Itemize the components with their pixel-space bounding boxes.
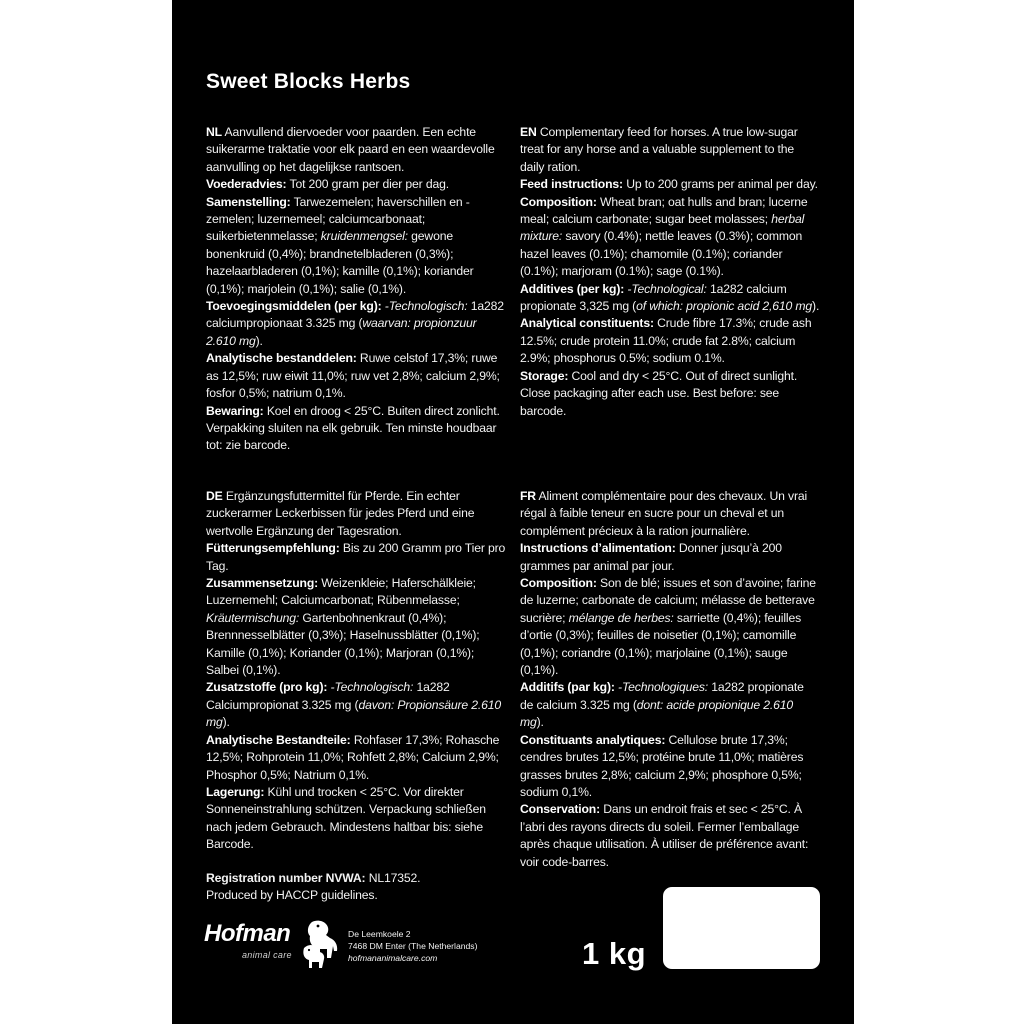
company-address xyxy=(348,928,477,964)
haccp-note: Produced by HACCP guidelines. xyxy=(206,888,378,903)
product-label xyxy=(172,0,854,1024)
fr-analytical: Constituants analytiques: Cellulose brute 17,3%; cendres brutes 12,5%; protéine brute 11,0%; matières grasses brutes 2,8%; calcium 2,9%; phosphore 0,5%; sodium 0,1%. xyxy=(520,732,804,799)
section-fr xyxy=(520,488,820,871)
de-composition: Zusammensetzung: Weizenkleie; Haferschälkleie; Luzernemehl; Calciumcarbonat; Rübenmelasse; Kräutermischung: Gartenbohnenkraut (0,4%); Brennnesselblätter (0,3%); Haselnussblätter (0,1%); Kamille (0,1%); Koriander (0,1%); Marjoran (0,1%); Salbei (0,1%). xyxy=(206,576,480,678)
de-storage: Lagerung: Kühl und trocken < 25°C. Vor direkter Sonneneinstrahlung schützen. Verpackung schließen nach jedem Gebrauch. Mindestens haltbar bis: siehe Barcode. xyxy=(206,784,486,852)
nl-composition: Samenstelling: Tarwezemelen; haverschillen en -zemelen; luzernemeel; calciumcarbonaat; suikerbietenmelasse; kruidenmengsel: gewone bonenkruid (0,4%); brandnetelbladeren (0,3%); hazelaarbladeren (0,1%); kamille (0,1%); koriander (0,1%); marjolein (0,1%); salie (0,1%). xyxy=(206,194,474,296)
en-analytical: Analytical constituents: Crude fibre 17.3%; crude ash 12.5%; crude protein 11.0%; crude fat 2.8%; calcium 2.9%; phosphorus 0.5%; sodium 0.1%. xyxy=(520,316,812,366)
de-analytical: Analytische Bestandteile: Rohfaser 17,3%; Rohasche 12,5%; Rohprotein 11,0%; Rohfett 2,8%; Calcium 2,9%; Phosphor 0,5%; Natrium 0,1%. xyxy=(206,732,500,782)
de-feeding: Fütterungsempfehlung: Bis zu 200 Gramm pro Tier pro Tag. xyxy=(206,541,506,573)
en-additives: Additives (per kg): -Technological: 1a282 calcium propionate 3,325 mg (of which: propionic acid 2,610 mg). xyxy=(520,281,820,314)
net-weight: 1 kg xyxy=(582,936,647,971)
fr-feeding: Instructions d’alimentation: Donner jusqu’à 200 grammes par animal par jour. xyxy=(520,541,782,573)
de-additives: Zusatzstoffe (pro kg): -Technologisch: 1a282 Calciumpropionat 3.325 mg (davon: Propionsäure 2.610 mg). xyxy=(206,680,502,730)
product-title: Sweet Blocks Herbs xyxy=(206,70,411,93)
brand-name: Hofman xyxy=(204,920,291,947)
de-intro: DE Ergänzungsfuttermittel für Pferde. Ein echter zuckerarmer Leckerbissen für jedes Pferd und eine wertvolle Ergänzung der Tagesration. xyxy=(206,489,475,538)
nl-storage: Bewaring: Koel en droog < 25°C. Buiten direct zonlicht. Verpakking sluiten na elk gebruik. Ten minste houdbaar tot: zie barcode. xyxy=(206,403,500,453)
animals-icon xyxy=(300,918,342,974)
section-de xyxy=(206,488,506,854)
en-composition: Composition: Wheat bran; oat hulls and bran; lucerne meal; calcium carbonate; sugar beet molasses; herbal mixture: savory (0.4%); nettle leaves (0.3%); common hazel leaves (0.1%); chamomile (0.1%); coriander (0.1%); marjoram (0.1%); sage (0.1%). xyxy=(520,194,808,279)
fr-composition: Composition: Son de blé; issues et son d’avoine; farine de luzerne; carbonate de calcium; mélasse de betterave sucrière; mélange de herbes: sarriette (0,4%); feuilles d’ortie (0,3%); feuilles de noisetier (0,1%); camomille (0,1%); coriandre (0,1%); marjolaine (0,1%); sauge (0,1%). xyxy=(520,576,816,678)
brand-tagline: animal care xyxy=(242,950,292,960)
en-intro: EN Complementary feed for horses. A true low-sugar treat for any horse and a valuable supplement to the daily ration. xyxy=(520,125,798,174)
fr-intro: FR Aliment complémentaire pour des chevaux. Un vrai régal à faible teneur en sucre pour un cheval et un complément précieux à la ration journalière. xyxy=(520,489,808,538)
nl-additives: Toevoegingsmiddelen (per kg): -Technologisch: 1a282 calciumpropionaat 3.325 mg (waarvan: propionzuur 2.610 mg). xyxy=(206,299,504,348)
en-storage: Storage: Cool and dry < 25°C. Out of direct sunlight. Close packaging after each use. Best before: see barcode. xyxy=(520,368,798,418)
registration xyxy=(206,870,506,905)
fr-storage: Conservation: Dans un endroit frais et sec < 25°C. À l’abri des rayons directs du soleil. Fermer l’emballage après chaque utilisation. À utiliser de préférence avant: voir code-barres. xyxy=(520,802,809,869)
section-en xyxy=(520,124,820,420)
nl-analytical: Analytische bestanddelen: Ruwe celstof 17,3%; ruwe as 12,5%; ruw eiwit 11,0%; ruw vet 2,8%; calcium 2,9%; fosfor 0,5%; natrium 0,1%. xyxy=(206,351,500,401)
fr-additives: Additifs (par kg): -Technologiques: 1a282 propionate de calcium 3.325 mg (dont: acide propionique 2.610 mg). xyxy=(520,680,804,730)
barcode-area xyxy=(663,887,820,969)
nl-feeding: Voederadvies: Tot 200 gram per dier per dag. xyxy=(206,177,449,192)
hofman-logo xyxy=(204,918,344,978)
section-nl xyxy=(206,124,506,455)
registration-number: Registration number NVWA: NL17352. xyxy=(206,871,421,885)
address-street: De Leemkoele 2 xyxy=(348,929,411,939)
nl-intro: NL Aanvullend diervoeder voor paarden. Een echte suikerarme traktatie voor elk paard en een waardevolle aanvulling op het dagelijkse rantsoen. xyxy=(206,125,495,174)
en-feeding: Feed instructions: Up to 200 grams per animal per day. xyxy=(520,177,818,192)
website: hofmananimalcare.com xyxy=(348,953,438,963)
address-city: 7468 DM Enter (The Netherlands) xyxy=(348,941,478,951)
